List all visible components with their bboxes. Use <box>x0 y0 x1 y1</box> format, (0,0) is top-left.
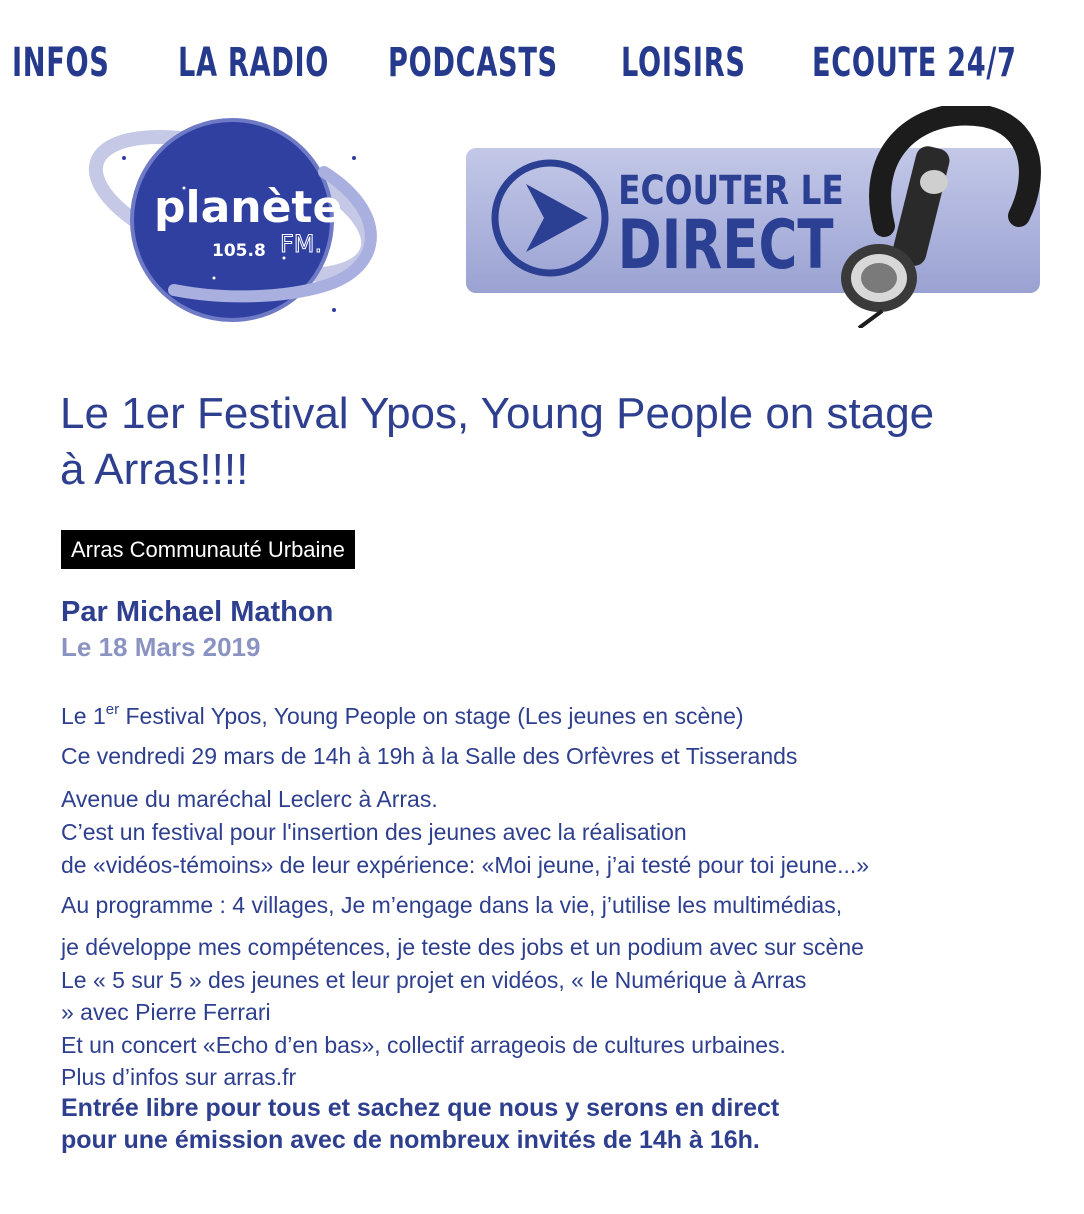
listen-button-line2: DIRECT <box>617 205 834 285</box>
body-line-1 <box>61 702 744 730</box>
listen-button-line1: ECOUTER LE <box>618 166 844 214</box>
body-line-7: je développe mes compétences, je teste des jobs et un podium avec sur scène <box>61 934 864 960</box>
body-line-6: Au programme : 4 villages, Je m’engage dans la vie, j’utilise les multimédias, <box>61 892 843 918</box>
listen-live-button[interactable] <box>464 106 1044 328</box>
article-title: Le 1er Festival Ypos, Young People on stage à Arras!!!! <box>60 389 935 494</box>
star-dot <box>213 277 216 280</box>
body-line-12: Entrée libre pour tous et sachez que nous y serons en direct <box>61 1094 780 1122</box>
body-line-10: Et un concert «Echo d’en bas», collectif arrageois de cultures urbaines. <box>61 1032 786 1058</box>
body-line-1-pre: Le 1 <box>61 703 106 729</box>
logo-name: planète <box>154 182 343 233</box>
star-dot <box>352 156 356 160</box>
body-line-1-sup: er <box>105 701 120 718</box>
body-line-13: pour une émission avec de nombreux invités de 14h à 16h. <box>61 1126 760 1154</box>
body-line-2: Ce vendredi 29 mars de 14h à 19h à la Salle des Orfèvres et Tisserands <box>61 743 798 769</box>
body-line-3: Avenue du maréchal Leclerc à Arras. <box>61 786 438 812</box>
star-dot <box>332 308 336 312</box>
nav-ecoute-24-7[interactable]: ECOUTE 24/7 <box>812 40 1017 86</box>
article-date: Le 18 Mars 2019 <box>61 632 261 662</box>
nav-la-radio[interactable]: LA RADIO <box>178 40 330 86</box>
logo-frequency: 105.8 <box>212 241 266 261</box>
logo-suffix: FM. <box>280 230 323 258</box>
body-line-4: C’est un festival pour l'insertion des jeunes avec la réalisation <box>61 819 687 845</box>
body-line-9: » avec Pierre Ferrari <box>61 999 271 1025</box>
article-author: Par Michael Mathon <box>61 596 334 628</box>
more-info-link[interactable]: Plus d’infos sur arras.fr <box>61 1064 297 1090</box>
body-line-8: Le « 5 sur 5 » des jeunes et leur projet en vidéos, « le Numérique à Arras <box>61 967 807 993</box>
planete-fm-logo[interactable] <box>84 118 384 328</box>
nav-podcasts[interactable]: PODCASTS <box>388 40 558 86</box>
body-line-5: de «vidéos-témoins» de leur expérience: «Moi jeune, j’ai testé pour toi jeune...» <box>61 852 870 878</box>
body-line-1-post: Festival Ypos, Young People on stage (Les jeunes en scène) <box>119 703 744 729</box>
main-nav <box>12 38 1017 88</box>
nav-infos[interactable]: INFOS <box>12 40 110 86</box>
category-badge[interactable]: Arras Communauté Urbaine <box>61 530 355 569</box>
nav-loisirs[interactable]: LOISIRS <box>621 40 746 86</box>
star-dot <box>122 156 126 160</box>
